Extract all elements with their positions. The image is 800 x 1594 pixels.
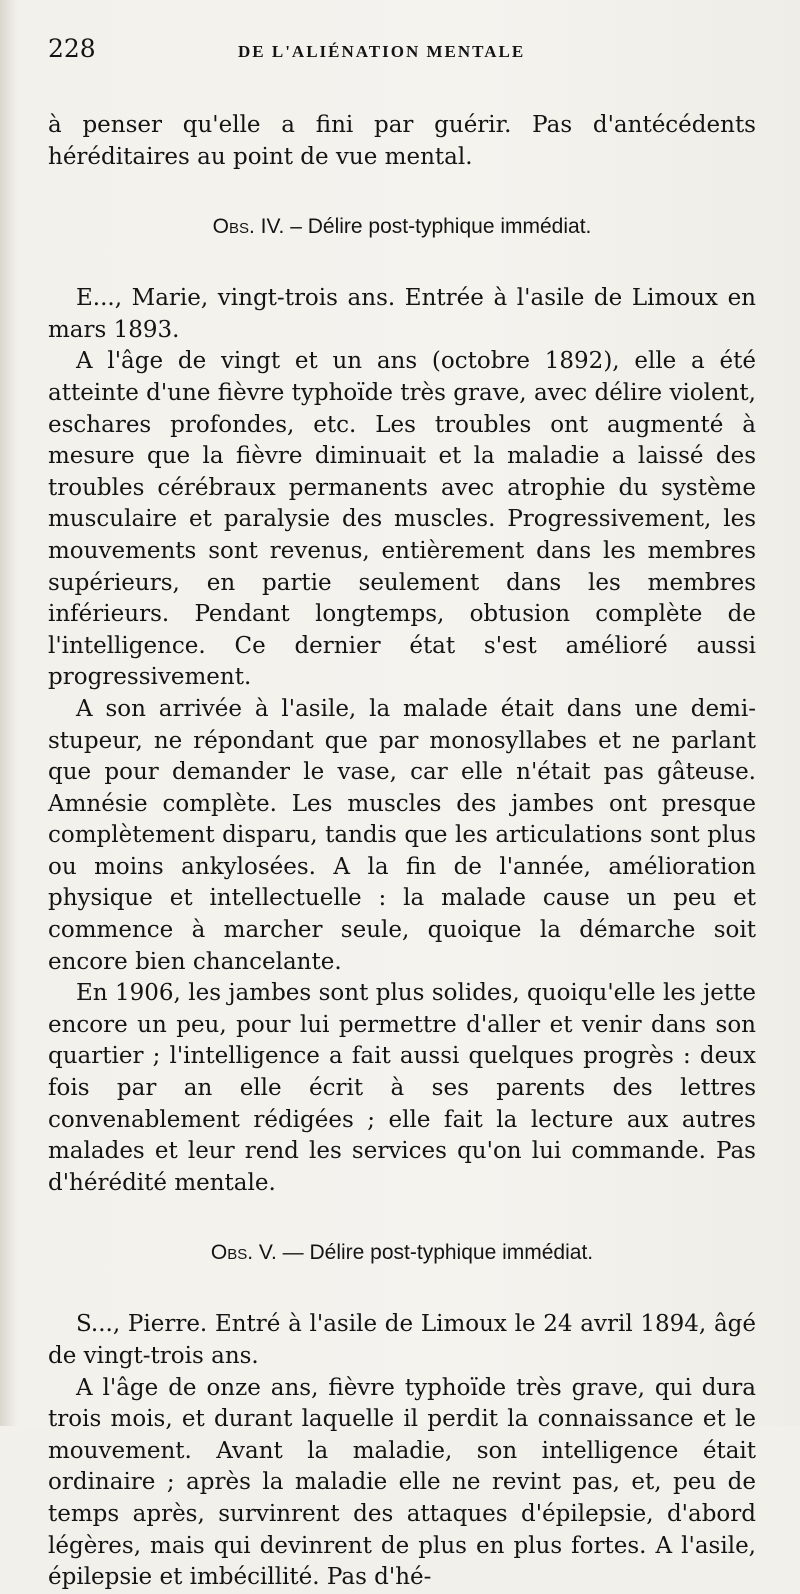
- page-number: 228: [48, 34, 96, 63]
- observation-label: Obs. V.: [210, 1241, 277, 1265]
- obs4-paragraph-1: E..., Marie, vingt-trois ans. Entrée à l'asile de Limoux en mars 1893.: [48, 285, 756, 343]
- observation-title: – Délire post-typhique immédiat.: [290, 215, 592, 239]
- obs4-paragraph-3: A son arrivée à l'asile, la malade était dans une demi-stupeur, ne répondant que par monosyllabes et ne parlant que pour demander le vase, car elle n'était pas gâteuse. Amnésie complète. Les muscles des jambes ont presque complètement disparu, tandis que les articulations sont plus ou moins ankylosées. A la fin de l'année, amélioration physique et intellectuelle : la malade cause un peu et commence à marcher seule, quoique la démarche soit encore bien chancelante.: [48, 695, 756, 975]
- running-header: [48, 34, 756, 70]
- obs4-paragraph-2: A l'âge de vingt et un ans (octobre 1892), elle a été atteinte d'une fièvre typhoïde très grave, avec délire violent, eschares profondes, etc. Les troubles ont augmenté à mesure que la fièvre diminuait et la maladie a laissé des troubles cérébraux permanents avec atrophie du système musculaire et paralysie des muscles. Progressivement, les mouvements sont revenus, entièrement dans les membres supérieurs, en partie seulement dans les membres inférieurs. Pendant longtemps, obtusion complète de l'intelligence. Ce dernier état s'est amélioré aussi progressivement.: [48, 348, 756, 691]
- obs5-paragraph-2: A l'âge de onze ans, fièvre typhoïde très grave, qui dura trois mois, et durant laquelle il perdit la connaissance et le mouvement. Avant la maladie, son intelligence était ordinaire ; après la maladie elle ne revint pas, et, peu de temps après, survinrent des attaques d'épilepsie, d'abord légères, mais qui devinrent de plus en plus fortes. A l'asile, épilepsie et imbécillité. Pas d'hé-: [48, 1374, 756, 1591]
- intro-paragraph: à penser qu'elle a fini par guérir. Pas d'antécédents héréditaires au point de vue mental.: [48, 112, 756, 170]
- observation-title: — Délire post-typhique immédiat.: [282, 1241, 594, 1265]
- observation-label: Obs. IV.: [212, 215, 285, 239]
- observation-heading-5: [48, 1241, 756, 1265]
- observation-heading-4: [48, 215, 756, 239]
- obs4-paragraph-4: En 1906, les jambes sont plus solides, quoiqu'elle les jette encore un peu, pour lui permettre d'aller et venir dans son quartier ; l'intelligence a fait aussi quelques progrès : deux fois par an elle écrit à ses parents des lettres convenablement rédigées ; elle fait la lecture aux autres malades et leur rend les services qu'on lui commande. Pas d'hérédité mentale.: [48, 980, 756, 1196]
- running-title: DE L'ALIÉNATION MENTALE: [238, 42, 526, 61]
- obs5-paragraph-1: S..., Pierre. Entré à l'asile de Limoux le 24 avril 1894, âgé de vingt-trois ans.: [48, 1311, 756, 1369]
